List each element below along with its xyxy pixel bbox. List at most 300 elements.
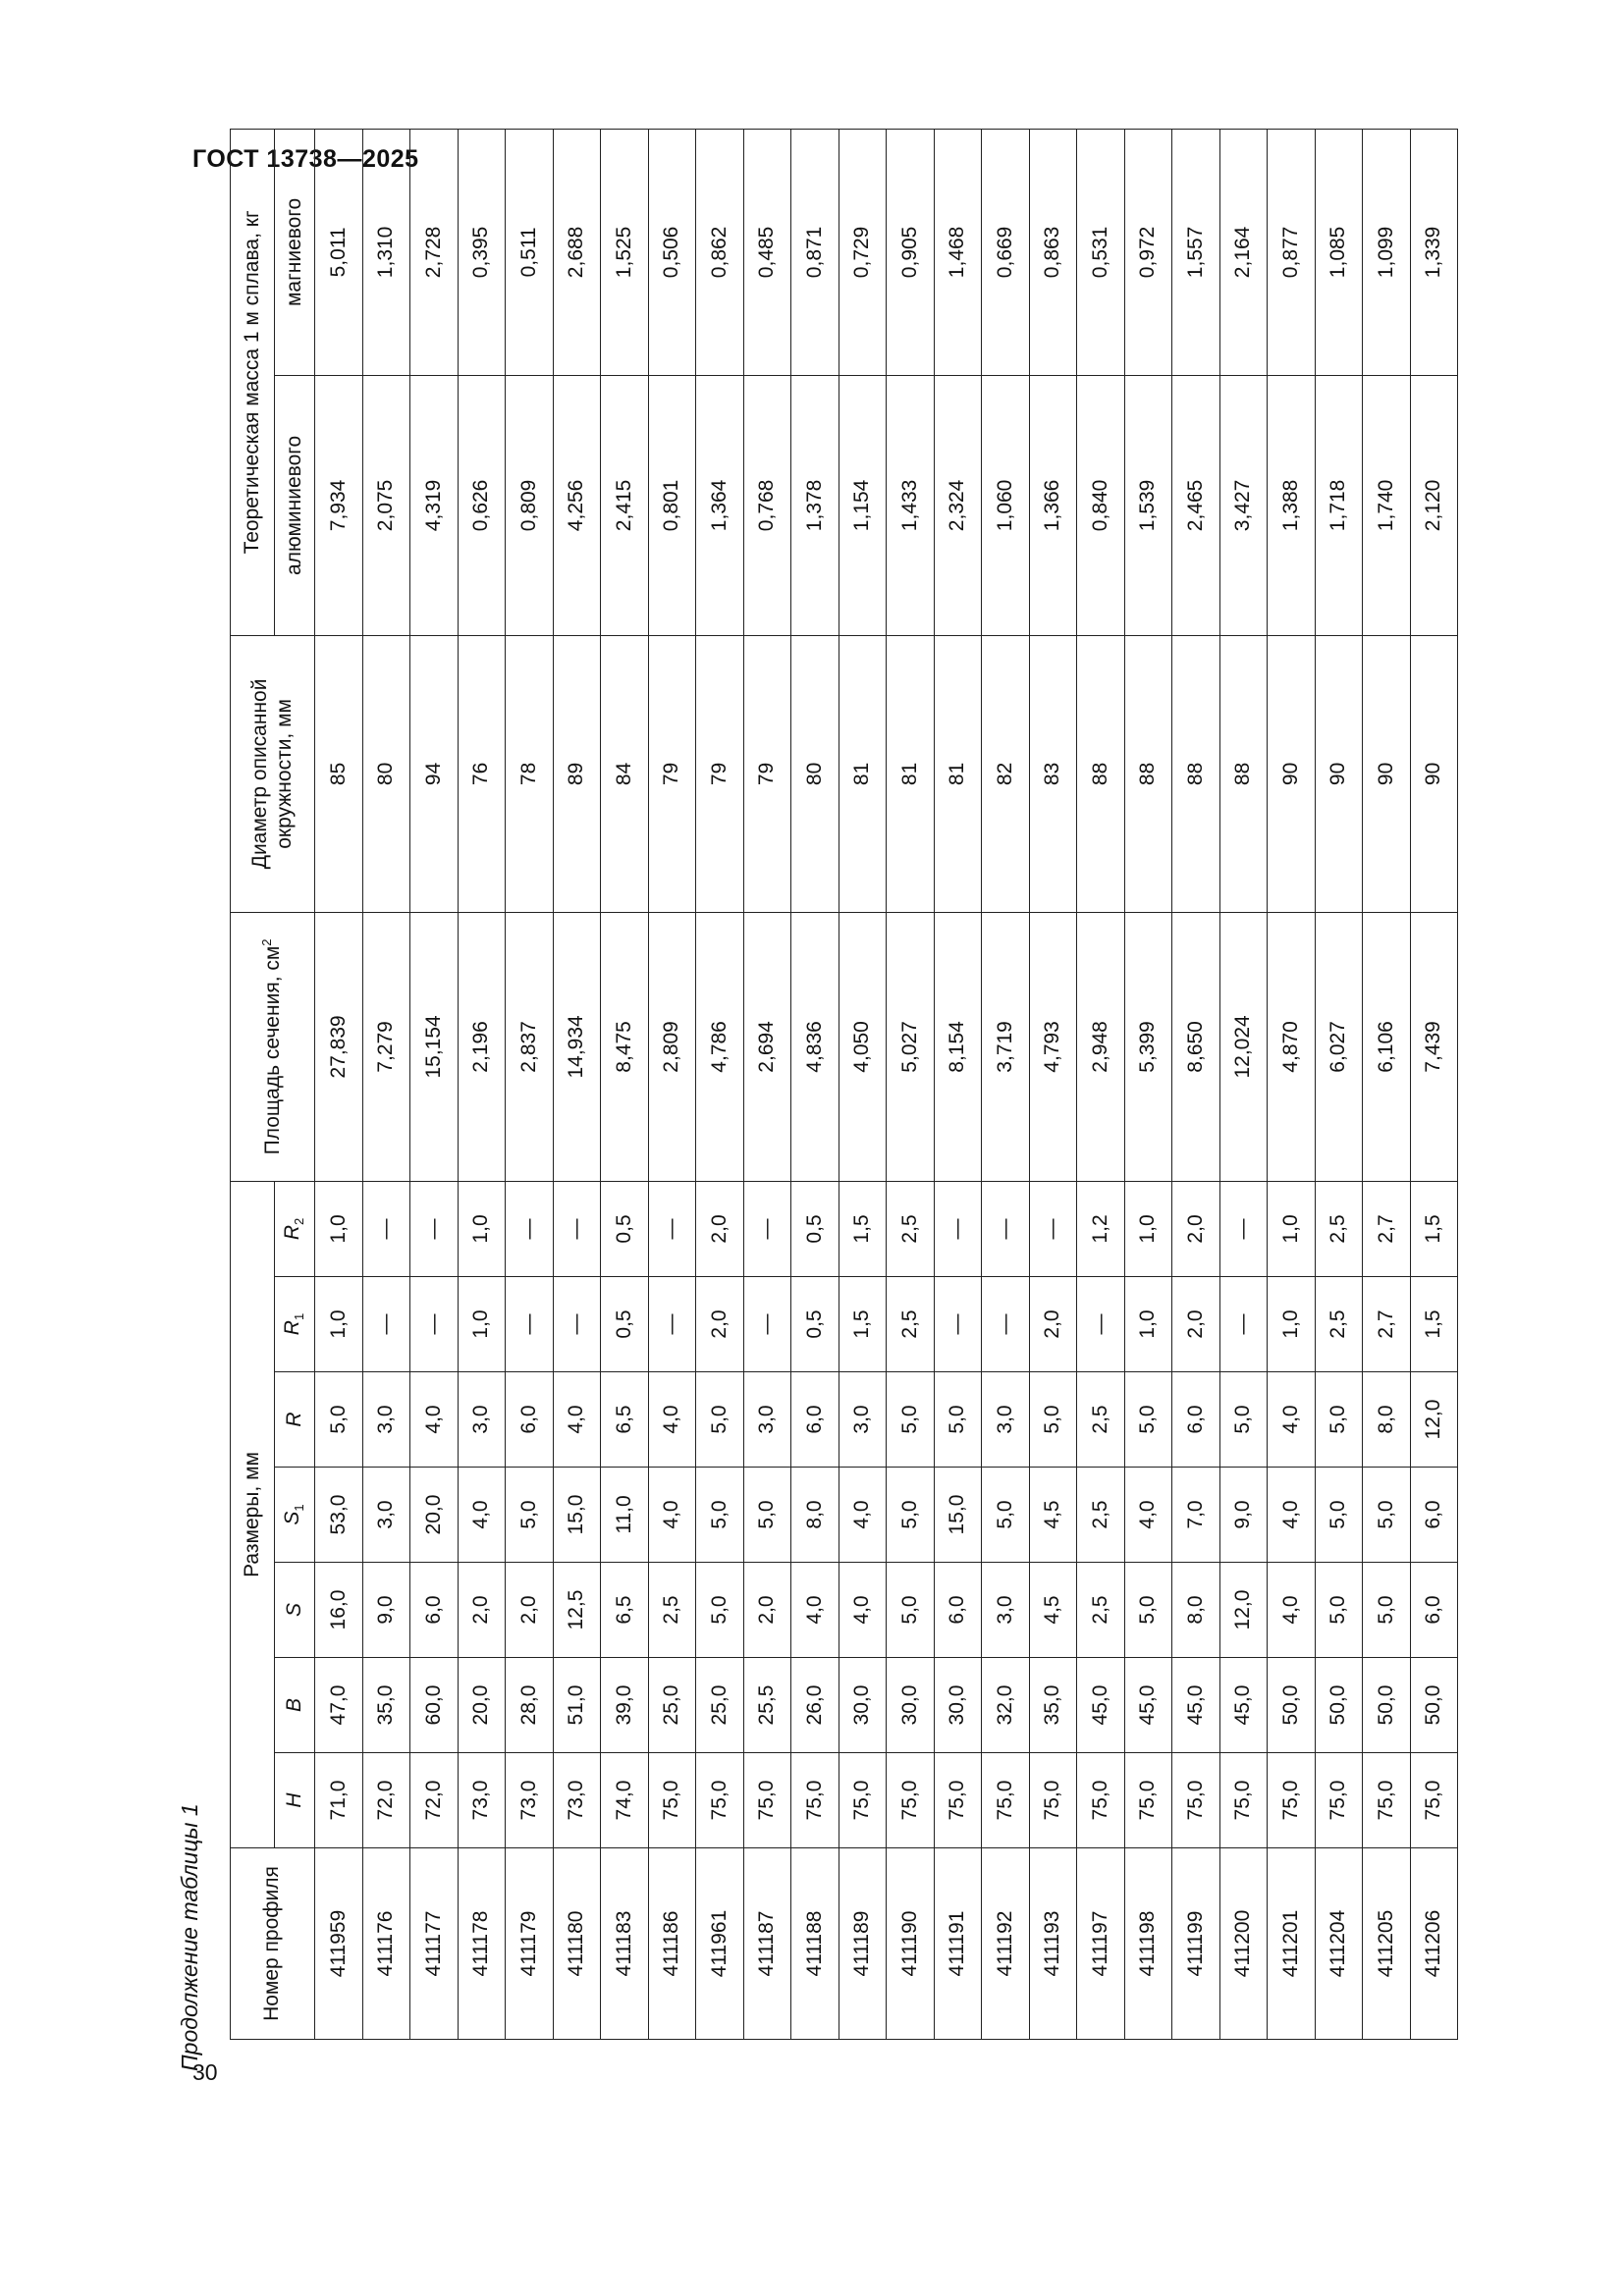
table-cell: 2,5 (1315, 1181, 1363, 1276)
table-cell: 88 (1124, 635, 1172, 912)
table-cell: 2,164 (1219, 129, 1268, 375)
table-cell: 6,5 (601, 1563, 649, 1658)
table-cell: 72,0 (410, 1753, 459, 1848)
table-cell: 3,0 (362, 1468, 410, 1563)
table-row (887, 129, 935, 2039)
table-cell: — (743, 1277, 791, 1372)
table-cell: 0,862 (696, 129, 744, 375)
table-cell: 81 (887, 635, 935, 912)
table-cell: 1,0 (1124, 1277, 1172, 1372)
table-cell: 4,256 (553, 375, 601, 635)
table-cell: 45,0 (1124, 1658, 1172, 1753)
table-cell: 30,0 (839, 1658, 887, 1753)
table-cell: 2,415 (601, 375, 649, 635)
header-dimensions: Размеры, мм (231, 1181, 275, 1847)
table-row (1410, 129, 1458, 2039)
header-mass: Теоретическая масса 1 м сплава, кг (231, 129, 275, 635)
table-cell: 0,729 (839, 129, 887, 375)
table-row (1077, 129, 1125, 2039)
table-row (601, 129, 649, 2039)
table-cell: — (934, 1277, 982, 1372)
table-cell: 6,106 (1363, 912, 1411, 1181)
table-cell: 75,0 (1077, 1753, 1125, 1848)
table-cell: 4,5 (1029, 1563, 1077, 1658)
table-cell: 6,0 (506, 1372, 554, 1468)
table-cell: 11,0 (601, 1468, 649, 1563)
table-cell: 4,0 (1268, 1563, 1316, 1658)
table-cell: 20,0 (410, 1468, 459, 1563)
table-cell: 5,0 (696, 1468, 744, 1563)
table-cell: 2,465 (1172, 375, 1220, 635)
table-cell: 6,5 (601, 1372, 649, 1468)
table-cell: 47,0 (315, 1658, 363, 1753)
table-cell: 75,0 (1219, 1753, 1268, 1848)
table-row (458, 129, 506, 2039)
table-cell: 411193 (1029, 1848, 1077, 2040)
table-cell: 411189 (839, 1848, 887, 2040)
table-cell: 75,0 (1363, 1753, 1411, 1848)
table-cell: — (506, 1181, 554, 1276)
standard-title: ГОСТ 13738—2025 (192, 145, 419, 173)
table-caption: Продолжение таблицы 1 (177, 1803, 202, 2071)
table-cell: 1,2 (1077, 1181, 1125, 1276)
table-row (982, 129, 1030, 2039)
table-cell: 1,0 (1268, 1181, 1316, 1276)
table-cell: 1,060 (982, 375, 1030, 635)
table-cell: 4,0 (791, 1563, 839, 1658)
table-cell: 5,0 (315, 1372, 363, 1468)
table-cell: 0,863 (1029, 129, 1077, 375)
table-cell: 5,0 (1124, 1372, 1172, 1468)
table-cell: 2,0 (696, 1277, 744, 1372)
table-cell: 79 (696, 635, 744, 912)
table-cell: — (410, 1277, 459, 1372)
table-cell: 75,0 (887, 1753, 935, 1848)
table-row (506, 129, 554, 2039)
table-row (1219, 129, 1268, 2039)
table-cell: 90 (1363, 635, 1411, 912)
table-cell: 45,0 (1172, 1658, 1220, 1753)
header-profile-no: Номер профиля (231, 1848, 315, 2040)
table-cell: 12,024 (1219, 912, 1268, 1181)
table-cell: 1,366 (1029, 375, 1077, 635)
table-cell: — (648, 1277, 696, 1372)
table-cell: 12,0 (1410, 1372, 1458, 1468)
table-cell: 3,427 (1219, 375, 1268, 635)
header-b: B (275, 1658, 315, 1753)
table-cell: 30,0 (934, 1658, 982, 1753)
table-cell: 45,0 (1219, 1658, 1268, 1753)
table-cell: 75,0 (648, 1753, 696, 1848)
table-cell: 75,0 (743, 1753, 791, 1848)
table-cell: 6,0 (1410, 1468, 1458, 1563)
table-row (791, 129, 839, 2039)
table-cell: 8,0 (791, 1468, 839, 1563)
table-cell: 0,5 (601, 1277, 649, 1372)
table-cell: 71,0 (315, 1753, 363, 1848)
table-cell: 411180 (553, 1848, 601, 2040)
table-cell: 411176 (362, 1848, 410, 2040)
table-cell: 5,0 (887, 1563, 935, 1658)
table-cell: 1,525 (601, 129, 649, 375)
table-cell: 88 (1172, 635, 1220, 912)
table-cell: 75,0 (839, 1753, 887, 1848)
table-cell: — (362, 1277, 410, 1372)
header-r1: $R_1$ (275, 1277, 315, 1372)
table-cell: 2,196 (458, 912, 506, 1181)
table-cell: 1,0 (1268, 1277, 1316, 1372)
header-r: R (275, 1372, 315, 1468)
table-cell: 2,5 (648, 1563, 696, 1658)
table-cell: 2,809 (648, 912, 696, 1181)
table-row (1315, 129, 1363, 2039)
table-cell: 2,0 (1029, 1277, 1077, 1372)
table-cell: 411178 (458, 1848, 506, 2040)
table-cell: 85 (315, 635, 363, 912)
table-cell: 15,0 (934, 1468, 982, 1563)
table-cell: 4,0 (410, 1372, 459, 1468)
table-cell: 411192 (982, 1848, 1030, 2040)
table-cell: 82 (982, 635, 1030, 912)
table-cell: 80 (791, 635, 839, 912)
page-number: 30 (192, 2059, 218, 2085)
table-cell: 7,0 (1172, 1468, 1220, 1563)
table-body (315, 129, 1458, 2039)
table-cell: 75,0 (1029, 1753, 1077, 1848)
table-cell: 6,0 (934, 1563, 982, 1658)
table-cell: 75,0 (696, 1753, 744, 1848)
table-cell: 411186 (648, 1848, 696, 2040)
table-cell: 411199 (1172, 1848, 1220, 2040)
table-cell: 1,0 (458, 1181, 506, 1276)
table-cell: 8,0 (1172, 1563, 1220, 1658)
table-cell: 2,837 (506, 912, 554, 1181)
table-cell: 9,0 (1219, 1468, 1268, 1563)
table-cell: 5,0 (1315, 1468, 1363, 1563)
table-cell: 411190 (887, 1848, 935, 2040)
table-cell: 4,0 (648, 1468, 696, 1563)
table-cell: 25,0 (696, 1658, 744, 1753)
table-cell: 2,0 (1172, 1277, 1220, 1372)
table-cell: 411959 (315, 1848, 363, 2040)
table-cell: 4,870 (1268, 912, 1316, 1181)
table-cell: 79 (743, 635, 791, 912)
table-cell: 4,0 (458, 1468, 506, 1563)
table-cell: 94 (410, 635, 459, 912)
table-cell: 0,905 (887, 129, 935, 375)
table-cell: 2,948 (1077, 912, 1125, 1181)
table-cell: 79 (648, 635, 696, 912)
table-cell: 5,0 (887, 1468, 935, 1563)
table-cell: 73,0 (553, 1753, 601, 1848)
table-cell: 411206 (1410, 1848, 1458, 2040)
table-cell: 53,0 (315, 1468, 363, 1563)
table-cell: 5,0 (1124, 1563, 1172, 1658)
table-cell: 5,0 (696, 1372, 744, 1468)
header-r2: $R_2$ (275, 1181, 315, 1276)
table-cell: 1,364 (696, 375, 744, 635)
table-cell: 1,539 (1124, 375, 1172, 635)
table-cell: 83 (1029, 635, 1077, 912)
table-cell: 73,0 (458, 1753, 506, 1848)
table-cell: 7,934 (315, 375, 363, 635)
table-cell: 411200 (1219, 1848, 1268, 2040)
table-cell: 75,0 (1124, 1753, 1172, 1848)
table-cell: — (410, 1181, 459, 1276)
table-row (696, 129, 744, 2039)
table-row (553, 129, 601, 2039)
table-cell: 72,0 (362, 1753, 410, 1848)
table-cell: 25,0 (648, 1658, 696, 1753)
table-cell: — (982, 1181, 1030, 1276)
table-cell: 80 (362, 635, 410, 912)
table-cell: 1,099 (1363, 129, 1411, 375)
table-cell: 73,0 (506, 1753, 554, 1848)
table-cell: 1,388 (1268, 375, 1316, 635)
table-cell: 6,0 (1410, 1563, 1458, 1658)
table-cell: 14,934 (553, 912, 601, 1181)
table-cell: 7,439 (1410, 912, 1458, 1181)
table-cell: 4,0 (839, 1563, 887, 1658)
table-cell: 2,694 (743, 912, 791, 1181)
table-cell: 5,027 (887, 912, 935, 1181)
table-cell: — (1219, 1181, 1268, 1276)
table-cell: 81 (839, 635, 887, 912)
table-cell: 1,740 (1363, 375, 1411, 635)
table-cell: 5,0 (506, 1468, 554, 1563)
header-aluminum: алюминиевого (275, 375, 315, 635)
table-cell: 1,154 (839, 375, 887, 635)
table-cell: 3,0 (458, 1372, 506, 1468)
table-cell: 88 (1077, 635, 1125, 912)
table-cell: 1,310 (362, 129, 410, 375)
table-cell: 2,5 (1077, 1563, 1125, 1658)
table-cell: 3,0 (982, 1372, 1030, 1468)
table-cell: 0,669 (982, 129, 1030, 375)
table-cell: 4,0 (648, 1372, 696, 1468)
table-cell: 411204 (1315, 1848, 1363, 2040)
table-cell: — (1029, 1181, 1077, 1276)
table-cell: 0,531 (1077, 129, 1125, 375)
table-cell: 32,0 (982, 1658, 1030, 1753)
table-cell: 2,0 (506, 1563, 554, 1658)
table-cell: 2,0 (696, 1181, 744, 1276)
table-cell: — (362, 1181, 410, 1276)
table-cell: 6,0 (791, 1372, 839, 1468)
table-cell: 25,5 (743, 1658, 791, 1753)
table-cell: 0,877 (1268, 129, 1316, 375)
table-cell: 0,511 (506, 129, 554, 375)
table-cell: 5,0 (887, 1372, 935, 1468)
table-cell: 411198 (1124, 1848, 1172, 2040)
table-cell: 0,5 (791, 1181, 839, 1276)
table-cell: 5,0 (982, 1468, 1030, 1563)
table-cell: 411191 (934, 1848, 982, 2040)
table-cell: 81 (934, 635, 982, 912)
table-cell: 5,0 (1029, 1372, 1077, 1468)
table-cell: 1,557 (1172, 129, 1220, 375)
table-cell: 411177 (410, 1848, 459, 2040)
table-cell: 5,011 (315, 129, 363, 375)
table-cell: 30,0 (887, 1658, 935, 1753)
header-diameter: Диаметр описанной окружности, мм (231, 635, 315, 912)
table-cell: 35,0 (1029, 1658, 1077, 1753)
table-cell: 28,0 (506, 1658, 554, 1753)
table-cell: 90 (1315, 635, 1363, 912)
table-cell: 5,0 (1315, 1563, 1363, 1658)
table-cell: 411205 (1363, 1848, 1411, 2040)
table-cell: 12,0 (1219, 1563, 1268, 1658)
table-cell: 8,475 (601, 912, 649, 1181)
header-s: S (275, 1563, 315, 1658)
table-row (362, 129, 410, 2039)
table-cell: 4,319 (410, 375, 459, 635)
table-cell: 9,0 (362, 1563, 410, 1658)
header-s1: $S_1$ (275, 1468, 315, 1563)
table-cell: 4,0 (1268, 1468, 1316, 1563)
table-cell: 5,0 (1363, 1468, 1411, 1563)
table-cell: 75,0 (1268, 1753, 1316, 1848)
table-cell: 2,0 (458, 1563, 506, 1658)
table-cell: 4,0 (553, 1372, 601, 1468)
table-cell: 8,650 (1172, 912, 1220, 1181)
table-cell: 2,075 (362, 375, 410, 635)
table-cell: 1,433 (887, 375, 935, 635)
table-cell: 15,0 (553, 1468, 601, 1563)
table-cell: 4,5 (1029, 1468, 1077, 1563)
table-cell: 7,279 (362, 912, 410, 1181)
table-cell: 1,5 (839, 1181, 887, 1276)
table-cell: 1,378 (791, 375, 839, 635)
table-cell: 5,399 (1124, 912, 1172, 1181)
table-cell: 75,0 (982, 1753, 1030, 1848)
table-cell: 5,0 (934, 1372, 982, 1468)
table-cell: — (743, 1181, 791, 1276)
table-cell: 1,0 (315, 1181, 363, 1276)
table-cell: 5,0 (696, 1563, 744, 1658)
table-cell: 2,5 (1315, 1277, 1363, 1372)
table-cell: 0,5 (601, 1181, 649, 1276)
table-cell: 35,0 (362, 1658, 410, 1753)
table-cell: 3,0 (982, 1563, 1030, 1658)
table-cell: 90 (1268, 635, 1316, 912)
table-cell: 76 (458, 635, 506, 912)
table-cell: 5,0 (1315, 1372, 1363, 1468)
table-cell: 2,688 (553, 129, 601, 375)
table-cell: 3,0 (362, 1372, 410, 1468)
table-cell: 411197 (1077, 1848, 1125, 2040)
table-cell: 2,0 (743, 1563, 791, 1658)
table-cell: 2,0 (1172, 1181, 1220, 1276)
table-cell: 6,0 (410, 1563, 459, 1658)
table-cell: 1,468 (934, 129, 982, 375)
table-cell: 411188 (791, 1848, 839, 2040)
table-row (743, 129, 791, 2039)
header-magnesium: магниевого (275, 129, 315, 375)
table-cell: 16,0 (315, 1563, 363, 1658)
table-cell: 6,027 (1315, 912, 1363, 1181)
table-row (1268, 129, 1316, 2039)
table-cell: 50,0 (1363, 1658, 1411, 1753)
header-h: H (275, 1753, 315, 1848)
table-row (648, 129, 696, 2039)
table-cell: 0,506 (648, 129, 696, 375)
table-cell: 2,5 (887, 1277, 935, 1372)
table-cell: 411201 (1268, 1848, 1316, 2040)
table-cell: 88 (1219, 635, 1268, 912)
table-cell: 50,0 (1315, 1658, 1363, 1753)
table-cell: 5,0 (1219, 1372, 1268, 1468)
table-cell: 50,0 (1410, 1658, 1458, 1753)
table-cell: 3,719 (982, 912, 1030, 1181)
table-cell: 90 (1410, 635, 1458, 912)
table-cell: 1,0 (1124, 1181, 1172, 1276)
table-cell: 1,0 (458, 1277, 506, 1372)
table-cell: 1,085 (1315, 129, 1363, 375)
table-cell: 4,786 (696, 912, 744, 1181)
table-cell: — (553, 1277, 601, 1372)
table-cell: 411961 (696, 1848, 744, 2040)
rotated-table-area (177, 197, 1512, 2071)
table-row (1172, 129, 1220, 2039)
table-cell: 411187 (743, 1848, 791, 2040)
table-cell: 2,5 (1077, 1468, 1125, 1563)
table-cell: 5,0 (743, 1468, 791, 1563)
table-cell: 15,154 (410, 912, 459, 1181)
table-cell: 3,0 (743, 1372, 791, 1468)
table-cell: 84 (601, 635, 649, 912)
table-cell: 6,0 (1172, 1372, 1220, 1468)
table-cell: — (553, 1181, 601, 1276)
table-row (315, 129, 363, 2039)
table-row (934, 129, 982, 2039)
table-row (1029, 129, 1077, 2039)
table-cell: 75,0 (1315, 1753, 1363, 1848)
table-cell: 75,0 (1172, 1753, 1220, 1848)
table-cell: 1,5 (1410, 1277, 1458, 1372)
table-cell: 20,0 (458, 1658, 506, 1753)
table-cell: 45,0 (1077, 1658, 1125, 1753)
table-cell: 1,5 (1410, 1181, 1458, 1276)
table-cell: 0,972 (1124, 129, 1172, 375)
table-cell: 0,485 (743, 129, 791, 375)
table-cell: 411183 (601, 1848, 649, 2040)
table-cell: 1,0 (315, 1277, 363, 1372)
table-cell: 8,154 (934, 912, 982, 1181)
table-cell: 5,0 (1363, 1563, 1411, 1658)
table-cell: 0,768 (743, 375, 791, 635)
table-cell: 4,0 (1268, 1372, 1316, 1468)
table-cell: 4,0 (1124, 1468, 1172, 1563)
table-cell: 27,839 (315, 912, 363, 1181)
table-cell: 4,793 (1029, 912, 1077, 1181)
table-cell: 0,871 (791, 129, 839, 375)
table-cell: 4,0 (839, 1468, 887, 1563)
table-cell: 1,5 (839, 1277, 887, 1372)
profiles-table (230, 129, 1458, 2040)
table-cell: — (506, 1277, 554, 1372)
table-cell: 75,0 (934, 1753, 982, 1848)
table-cell: 50,0 (1268, 1658, 1316, 1753)
table-cell: 0,801 (648, 375, 696, 635)
header-area: Площадь сечения, $см^2$ (231, 912, 315, 1181)
table-cell: — (1219, 1277, 1268, 1372)
table-cell: 0,809 (506, 375, 554, 635)
table-cell: 1,339 (1410, 129, 1458, 375)
table-cell: 89 (553, 635, 601, 912)
table-cell: 2,5 (887, 1181, 935, 1276)
table-cell: 411179 (506, 1848, 554, 2040)
